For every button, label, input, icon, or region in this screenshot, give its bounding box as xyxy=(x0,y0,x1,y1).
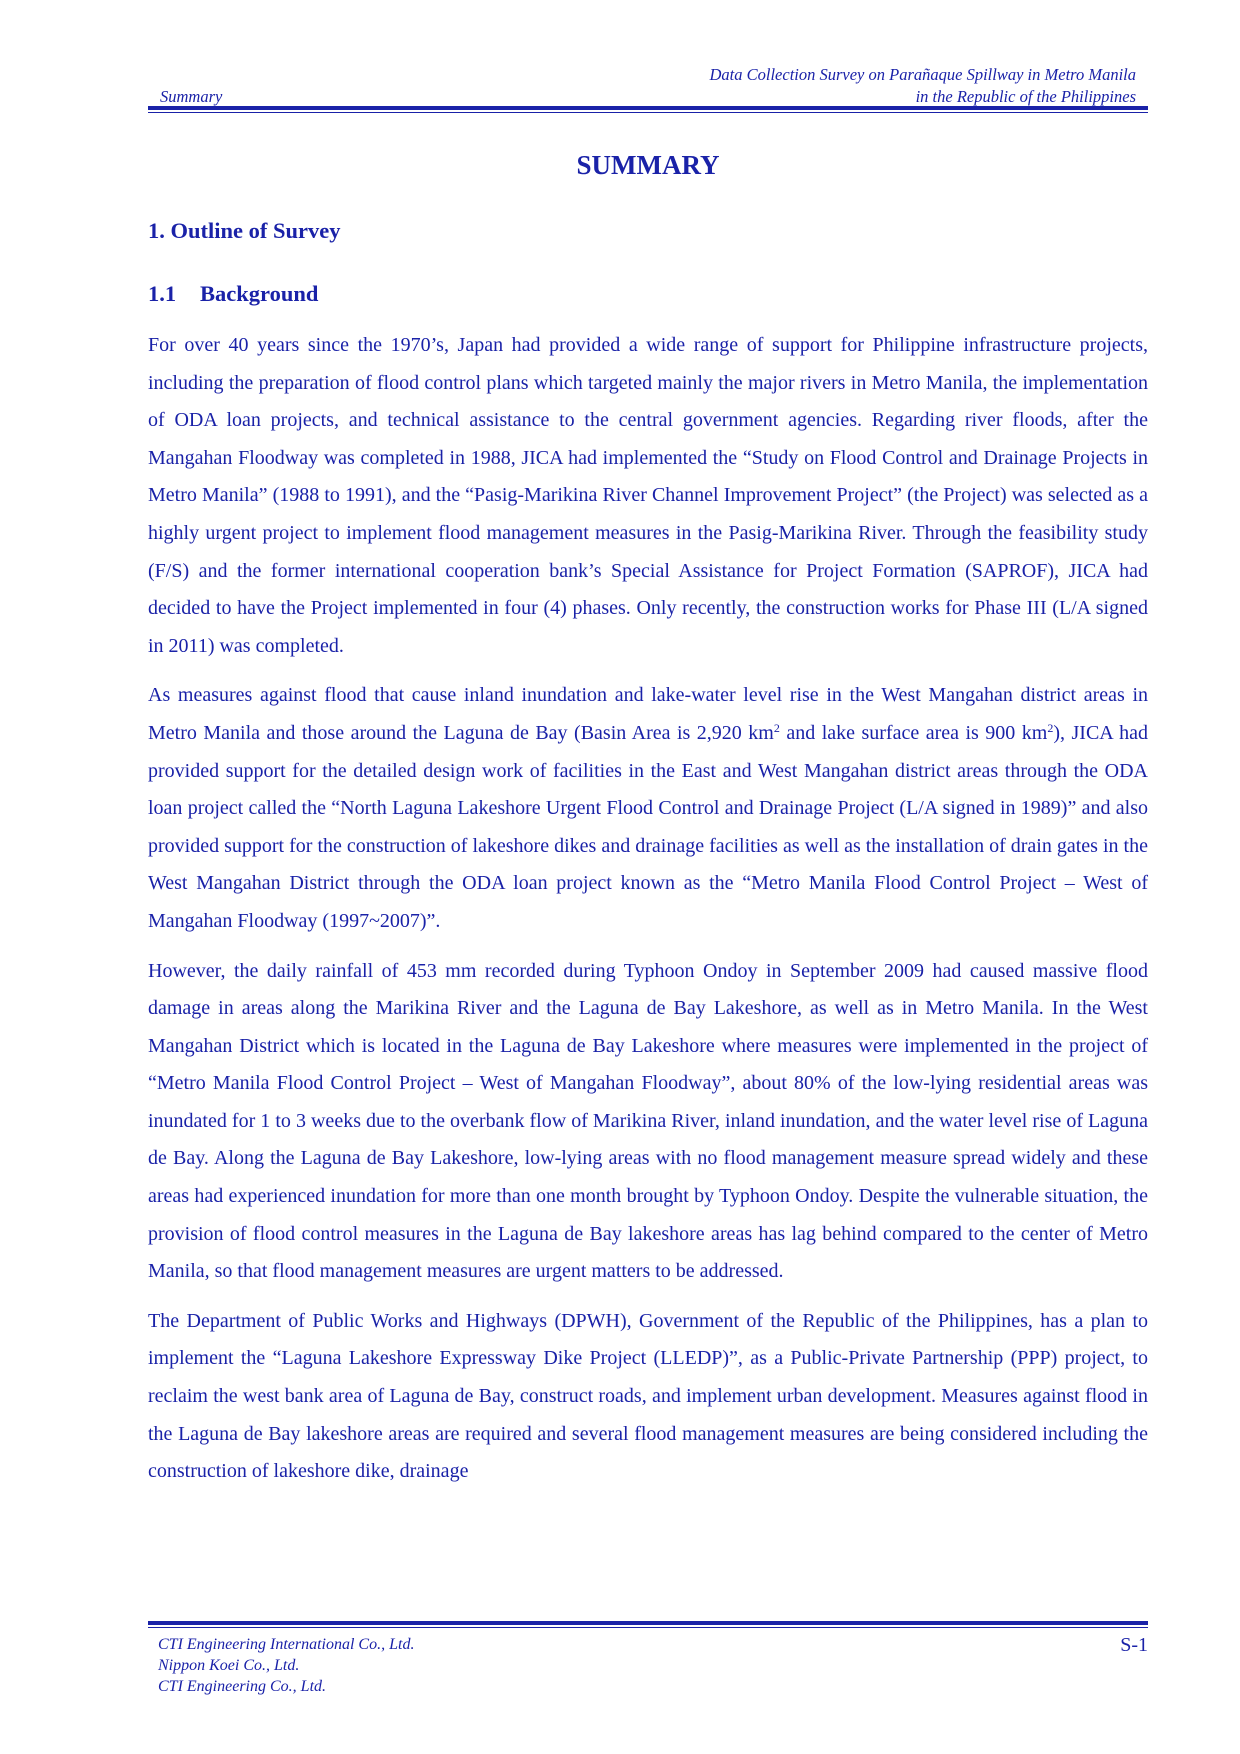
header-rule-thick xyxy=(148,106,1148,110)
footer-company-3: CTI Engineering Co., Ltd. xyxy=(158,1678,327,1695)
footer-company-1: CTI Engineering International Co., Ltd. xyxy=(158,1636,415,1653)
page-header xyxy=(148,60,1148,108)
superscript-km2: 2 xyxy=(773,720,780,735)
body-text xyxy=(148,327,1148,1503)
page-number: S-1 xyxy=(1120,1634,1148,1656)
header-document-title xyxy=(710,64,1137,108)
superscript-km2: 2 xyxy=(1047,720,1054,735)
header-rule-thin xyxy=(148,112,1148,113)
footer-rule-thick xyxy=(148,1621,1148,1625)
footer-company-2: Nippon Koei Co., Ltd. xyxy=(158,1657,300,1674)
subsection-heading xyxy=(148,281,318,307)
paragraph-background-4: The Department of Public Works and Highways (DPWH), Government of the Republic of the Philippines, has a plan to implement the “Laguna Lakeshore Expressway Dike Project (LLEDP)”, as a Public-Private Partnership (PPP) project, to reclaim the west bank area of Laguna de Bay, construct roads, and implement urban development. Measures against flood in the Laguna de Bay lakeshore areas are required and several flood management measures are being considered including the construction of lakeshore dike, drainage xyxy=(148,1309,1148,1483)
section-heading: 1. Outline of Survey xyxy=(148,218,341,243)
page-title: SUMMARY xyxy=(576,150,720,180)
paragraph-2-part-b: and lake surface area is 900 km xyxy=(779,721,1048,744)
subsection-number: 1.1 xyxy=(148,281,177,306)
footer-rule-thin xyxy=(148,1627,1148,1628)
header-title-line1: Data Collection Survey on Parañaque Spillway in Metro Manila xyxy=(709,65,1136,84)
paragraph-background-3: However, the daily rainfall of 453 mm recorded during Typhoon Ondoy in September 2009 had caused massive flood damage in areas along the Marikina River and the Laguna de Bay Lakeshore, as well as in Metro Manila. In the West Mangahan District which is located in the Laguna de Bay Lakeshore where measures were implemented in the project of “Metro Manila Flood Control Project – West of Mangahan Floodway”, about 80% of the low-lying residential areas was inundated for 1 to 3 weeks due to the overbank flow of Marikina River, inland inundation, and the water level rise of Laguna de Bay. Along the Laguna de Bay Lakeshore, low-lying areas with no flood management measure spread widely and these areas had experienced inundation for more than one month brought by Typhoon Ondoy. Despite the vulnerable situation, the provision of flood control measures in the Laguna de Bay lakeshore areas has lag behind compared to the center of Metro Manila, so that flood management measures are urgent matters to be addressed. xyxy=(148,959,1148,1283)
paragraph-background-1: For over 40 years since the 1970’s, Japan had provided a wide range of support for Philippine infrastructure projects, including the preparation of flood control plans which targeted mainly the major rivers in Metro Manila, the implementation of ODA loan projects, and technical assistance to the central government agencies. Regarding river floods, after the Mangahan Floodway was completed in 1988, JICA had implemented the “Study on Flood Control and Drainage Projects in Metro Manila” (1988 to 1991), and the “Pasig-Marikina River Channel Improvement Project” (the Project) was selected as a highly urgent project to implement flood management measures in the Pasig-Marikina River. Through the feasibility study (F/S) and the former international cooperation bank’s Special Assistance for Project Formation (SAPROF), JICA had decided to have the Project implemented in four (4) phases. Only recently, the construction works for Phase III (L/A signed in 2011) was completed. xyxy=(148,334,1148,657)
paragraph-background-2 xyxy=(148,677,1148,940)
subsection-title: Background xyxy=(200,281,319,306)
header-section-label: Summary xyxy=(160,87,223,106)
footer-companies xyxy=(158,1634,414,1697)
header-title-line2: in the Republic of the Philippines xyxy=(915,87,1136,106)
paragraph-2-part-c: ), JICA had provided support for the detailed design work of facilities in the East and West Mangahan district areas through the ODA loan project called the “North Laguna Lakeshore Urgent Flood Control and Drainage Project (L/A signed in 1989)” and also provided support for the construction of lakeshore dikes and drainage facilities as well as the installation of drain gates in the West Mangahan District through the ODA loan project known as the “Metro Manila Flood Control Project – West of Mangahan Floodway (1997~2007)”. xyxy=(148,721,1148,932)
paragraph-2-part-a: As measures against flood that cause inland inundation and lake-water level rise in the West Mangahan district areas in Metro Manila and those around the Laguna de Bay (Basin Area is 2,920 km xyxy=(148,684,1148,744)
